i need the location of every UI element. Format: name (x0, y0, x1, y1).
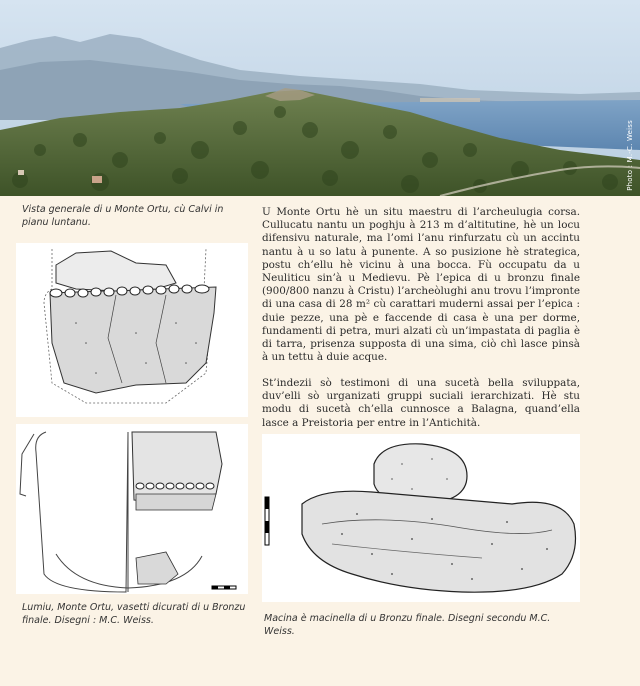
millstone-caption: Macina è macinella di u Bronzu finale. Disegni secondu M.C. Weiss. (264, 613, 551, 637)
photo-credit: Photo : M.-C. Weiss (626, 120, 634, 191)
photo-caption: Vista generale di u Monte Ortu, cù Calvi in pianu luntanu. (22, 204, 224, 228)
pottery-caption: Lumiu, Monte Ortu, vasetti dicurati di u Bronzu finale. Disegni : M.C. Weiss. (22, 602, 246, 626)
landscape-illustration (0, 0, 640, 196)
landscape-photo (0, 0, 640, 196)
body-paragraph-1: U Monte Ortu hè un situ maestru di l’archeulugia corsa. Cullucatu nantu un poghju à 213 m d’altitutine, hè un locu difensivu naturale, ma l’omi l’anu rinfurzatu cù un accintu nantu à u so latu à punente. A so pusizione hè strategica, postu ch’ellu hè vicinu à una bocca. Fù occupatu da u Neuliticu sin’à u Medievu. Pè l’epica di u bronzu finale (900/800 nanzu à Cristu) l’archeòlughi anu trovu l’impronte di una casa di 28 m² cù carattari muderni assai per l’epica : duie pezze, una pè e faccende di casa è una per dorme, fundamenti di petra, muri alzati cù un’impastata di paglia è di tarra, prisenza supposta di una sima, ciò chì lasce pinsà à un tettu à duie acque. (262, 206, 580, 364)
body-paragraph-2: St’indezii sò testimoni di una sucetà bella sviluppata, duv’elli sò urganizati gruppi suciali ierarchizati. Hè stu modu di sucetà ch’ella cunnosce a Balagna, quand’ella lasce a Preistoria per entre in l’Antichità. (262, 377, 580, 429)
millstone-illustration (262, 434, 580, 602)
pottery-drawing-2 (16, 424, 248, 594)
vessel-section-illustration (16, 424, 248, 594)
vessel-fragment-illustration (16, 243, 248, 417)
millstone-drawing (262, 434, 580, 602)
pottery-drawing-1 (16, 243, 248, 417)
